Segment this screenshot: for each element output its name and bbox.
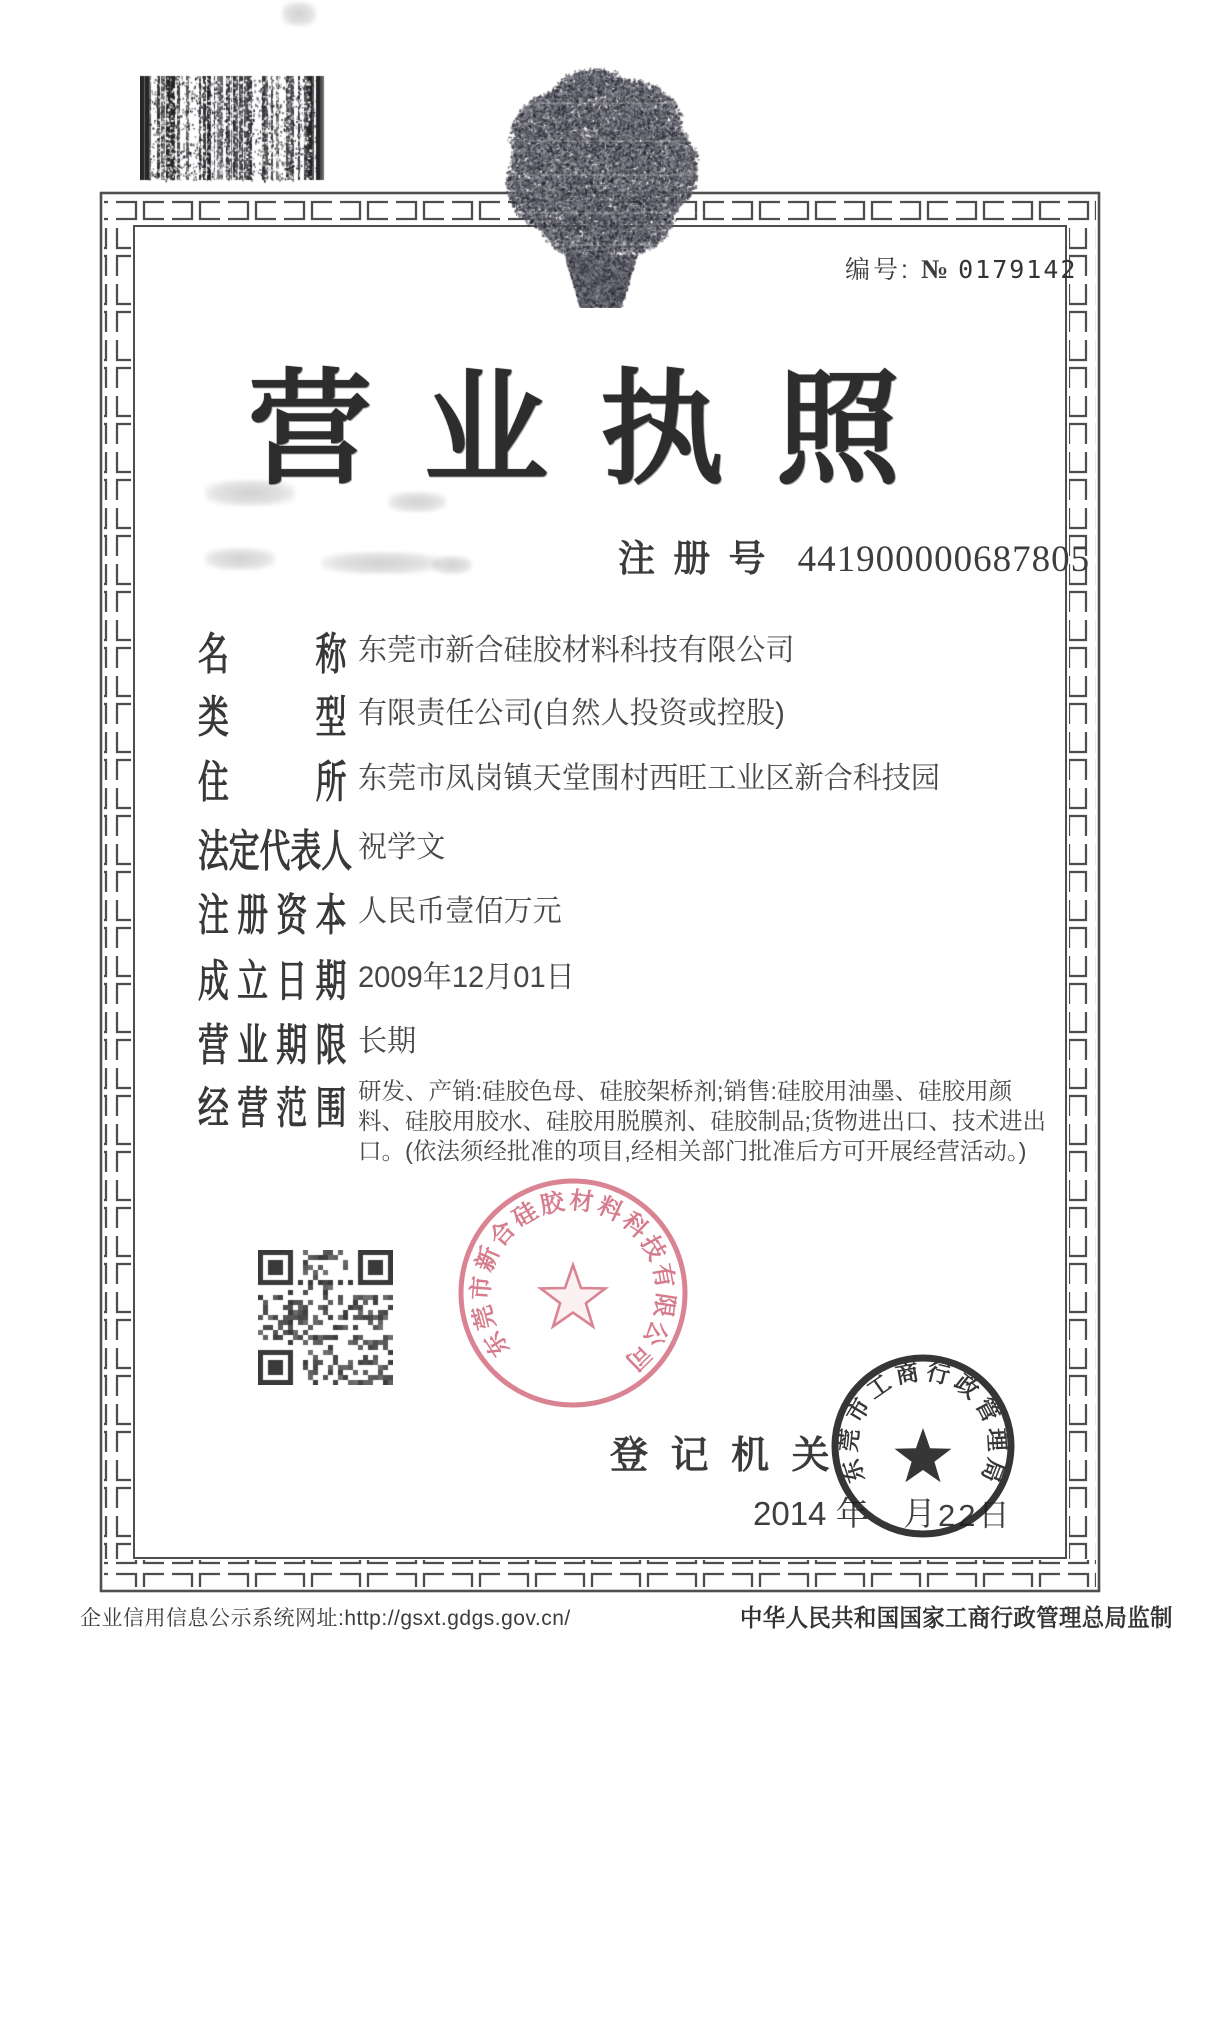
field-row-establish-date bbox=[0, 945, 1230, 1006]
field-value: 东莞市新合硅胶材料科技有限公司 bbox=[358, 634, 795, 667]
field-value: 祝学文 bbox=[358, 831, 446, 864]
scan-artifact bbox=[282, 2, 316, 26]
authority-seal-text: 东莞市工商行政管理局 bbox=[834, 1357, 1011, 1491]
serial-number: 0179142 bbox=[958, 255, 1078, 284]
field-row-type bbox=[0, 681, 1230, 742]
authority-seal-star bbox=[895, 1428, 952, 1482]
barcode-image bbox=[140, 72, 325, 184]
registration-number: 441900000687805 bbox=[797, 539, 1091, 580]
issue-date-month: 月 bbox=[903, 1495, 936, 1532]
numero-symbol: № bbox=[920, 254, 949, 284]
field-value: 人民币壹佰万元 bbox=[358, 895, 562, 928]
registry-authority-label: 登 记 机 关 bbox=[610, 1435, 836, 1477]
field-row-business-scope bbox=[0, 1072, 1230, 1164]
field-label: 名 称 bbox=[198, 630, 347, 679]
company-seal-text: 东莞市新合硅胶材料科技有限公司 bbox=[467, 1187, 679, 1378]
company-seal-star bbox=[541, 1265, 606, 1327]
field-label: 经 营 范 围 bbox=[198, 1084, 347, 1133]
company-seal bbox=[453, 1173, 693, 1413]
scan-artifact bbox=[322, 552, 440, 574]
field-row-address bbox=[0, 746, 1230, 807]
field-value: 2009年12月01日 bbox=[358, 961, 575, 994]
issue-date-day: 22日 bbox=[938, 1498, 1013, 1533]
license-title: 营业执照 bbox=[247, 361, 952, 499]
national-emblem bbox=[494, 62, 708, 308]
registration-label: 注 册 号 bbox=[618, 538, 770, 579]
field-row-name bbox=[0, 618, 1230, 679]
serial-number-row bbox=[845, 250, 1077, 286]
field-value: 长期 bbox=[358, 1025, 417, 1058]
footer-issuing-body: 中华人民共和国国家工商行政管理总局监制 bbox=[740, 1605, 1173, 1632]
field-row-capital bbox=[0, 879, 1230, 940]
field-label: 住 所 bbox=[198, 758, 347, 807]
registration-number-row bbox=[618, 528, 1090, 582]
field-row-term bbox=[0, 1009, 1230, 1070]
scan-artifact bbox=[432, 556, 472, 574]
field-value: 研发、产销:硅胶色母、硅胶架桥剂;销售:硅胶用油墨、硅胶用颜料、硅胶用胶水、硅胶用脱膜剂、硅胶制品;货物进出口、技术进出口。(依法须经批准的项目,经相关部门批准后方可开展经营活动。) bbox=[358, 1078, 1047, 1164]
authority-seal bbox=[823, 1346, 1023, 1546]
footer-public-info-url: 企业信用信息公示系统网址:http://gsxt.gdgs.gov.cn/ bbox=[80, 1607, 571, 1630]
field-label: 注 册 资 本 bbox=[198, 891, 347, 940]
field-label: 法 定 代 表 人 bbox=[198, 827, 352, 876]
issue-date-year: 2014 年 bbox=[753, 1495, 869, 1532]
field-label: 类 型 bbox=[198, 693, 347, 742]
qr-code bbox=[258, 1250, 393, 1385]
field-row-legal-rep bbox=[0, 815, 1230, 876]
field-value: 东莞市凤岗镇天堂围村西旺工业区新合科技园 bbox=[358, 762, 940, 795]
scan-artifact bbox=[205, 548, 275, 570]
field-value: 有限责任公司(自然人投资或控股) bbox=[358, 697, 785, 730]
field-label: 成 立 日 期 bbox=[198, 957, 347, 1006]
serial-label: 编号: bbox=[845, 256, 911, 284]
field-label: 营 业 期 限 bbox=[198, 1021, 347, 1070]
